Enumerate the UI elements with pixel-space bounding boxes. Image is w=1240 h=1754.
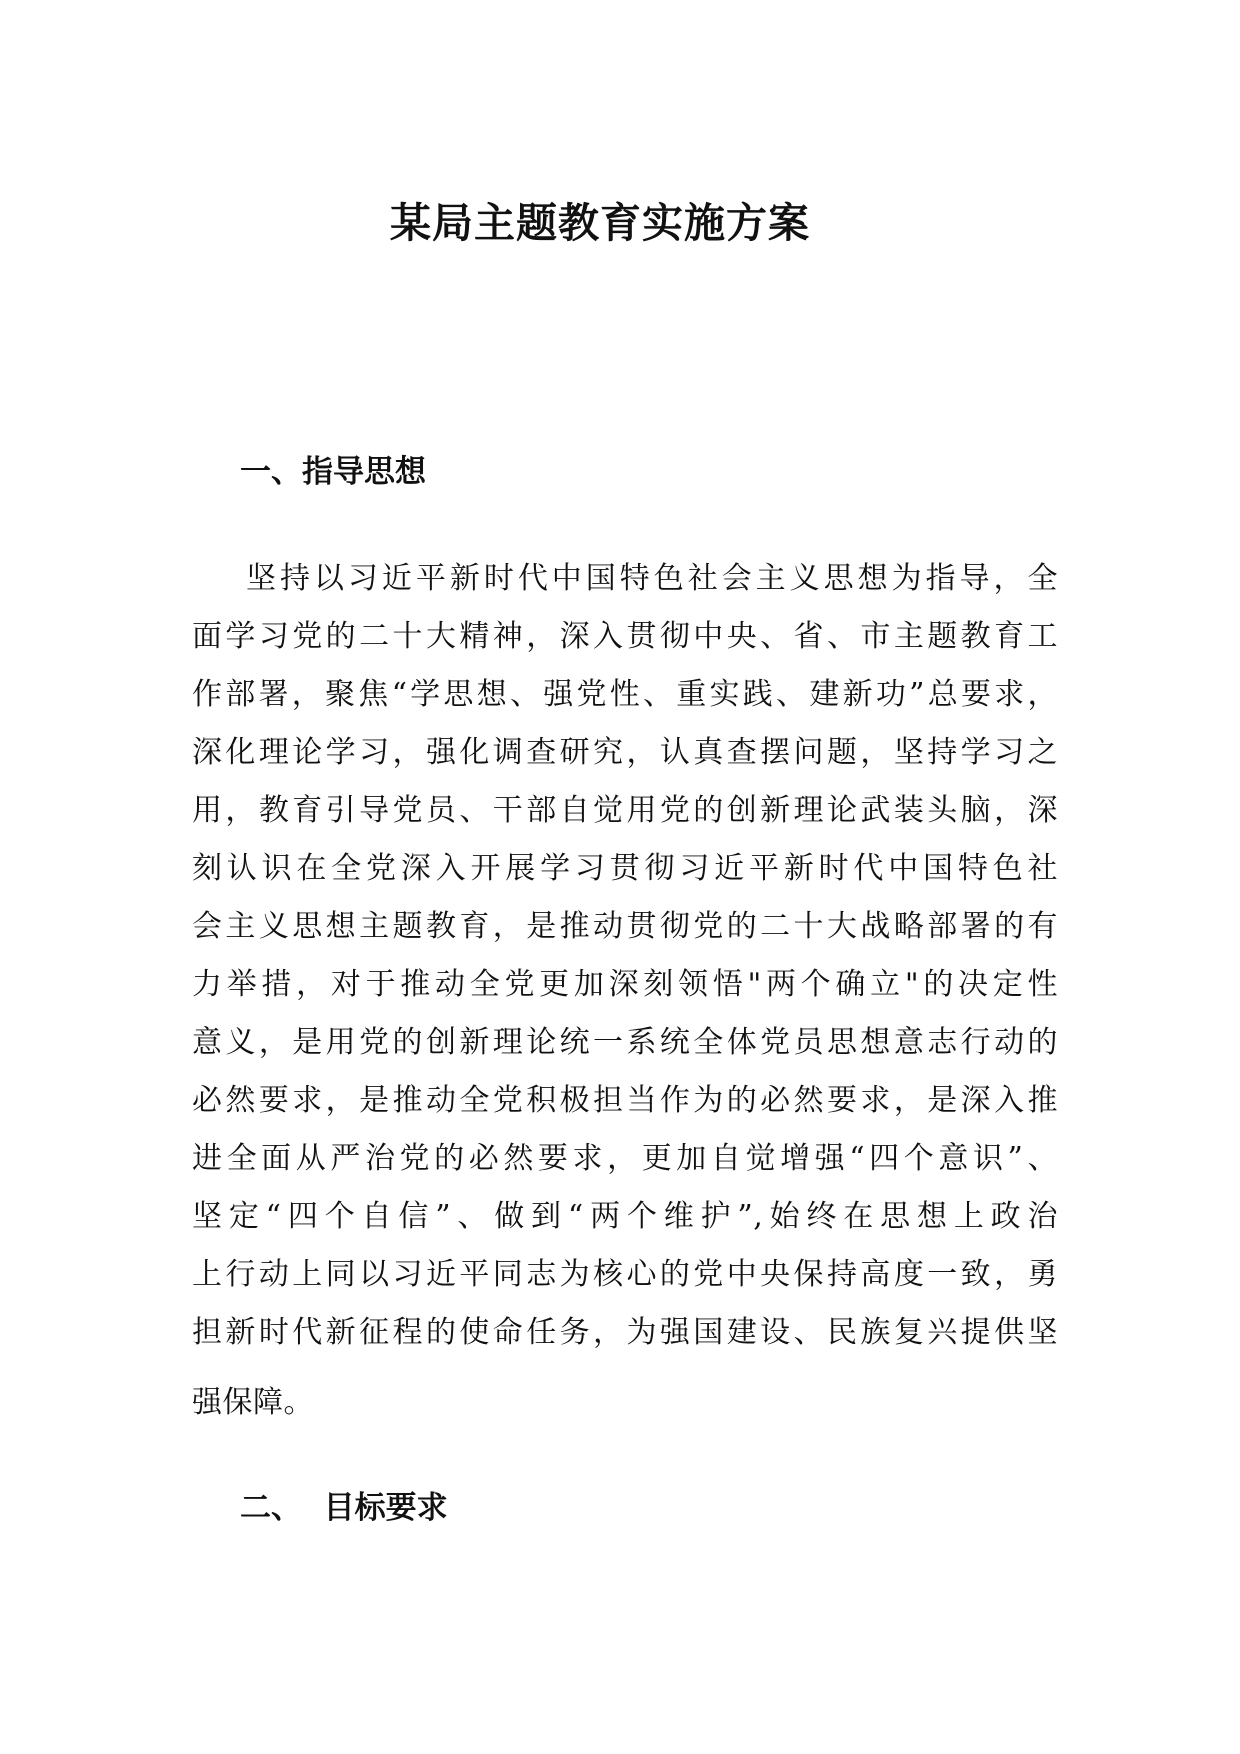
section-heading-goals-requirements: 二、 目标要求 bbox=[240, 1490, 448, 1526]
paragraph-line: 深化理论学习，强化调查研究，认真查摆问题，坚持学习之 bbox=[192, 735, 1058, 770]
paragraph-line: 进全面从严治党的必然要求，更加自觉增强“四个意识”、 bbox=[192, 1141, 1058, 1176]
paragraph-line: 力举措，对于推动全党更加深刻领悟"两个确立"的决定性 bbox=[192, 967, 1058, 1002]
paragraph-line: 用，教育引导党员、干部自觉用党的创新理论武装头脑，深 bbox=[192, 793, 1058, 828]
paragraph-line: 坚持以习近平新时代中国特色社会主义思想为指导，全 bbox=[246, 561, 1058, 596]
paragraph-line: 坚定“四个自信”、做到“两个维护”,始终在思想上政治 bbox=[192, 1199, 1058, 1234]
section-heading-guiding-ideology: 一、指导思想 bbox=[240, 454, 426, 490]
paragraph-line: 担新时代新征程的使命任务，为强国建设、民族复兴提供坚 bbox=[192, 1315, 1058, 1350]
paragraph-line: 意义，是用党的创新理论统一系统全体党员思想意志行动的 bbox=[192, 1025, 1058, 1060]
paragraph-line: 刻认识在全党深入开展学习贯彻习近平新时代中国特色社 bbox=[192, 851, 1058, 886]
paragraph-line: 强保障。 bbox=[192, 1385, 314, 1420]
paragraph-line: 会主义思想主题教育，是推动贯彻党的二十大战略部署的有 bbox=[192, 909, 1058, 944]
paragraph-line: 上行动上同以习近平同志为核心的党中央保持高度一致，勇 bbox=[192, 1257, 1058, 1292]
document-title: 某局主题教育实施方案 bbox=[390, 199, 810, 247]
paragraph-line: 必然要求，是推动全党积极担当作为的必然要求，是深入推 bbox=[192, 1083, 1058, 1118]
paragraph-guiding-ideology bbox=[192, 550, 1058, 1432]
paragraph-line: 面学习党的二十大精神，深入贯彻中央、省、市主题教育工 bbox=[192, 619, 1058, 654]
paragraph-line: 作部署，聚焦“学思想、强党性、重实践、建新功”总要求， bbox=[192, 677, 1058, 712]
